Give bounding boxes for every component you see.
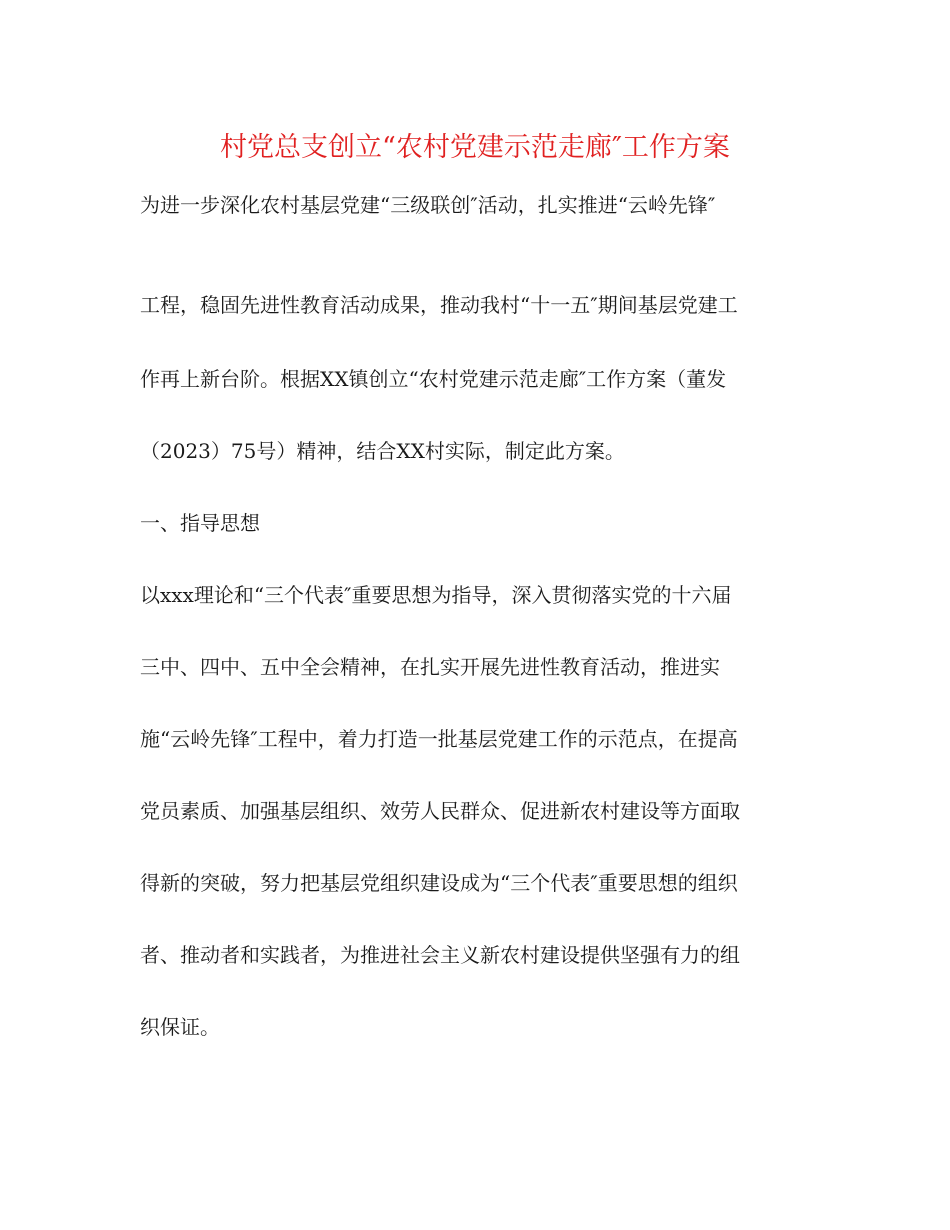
- section-body-line-6: 者、推动者和实践者，为推进社会主义新农村建设提供坚强有力的组: [140, 943, 740, 967]
- section-body-line-2: 三中、四中、五中全会精神，在扎实开展先进性教育活动，推进实: [140, 655, 720, 679]
- section-body-line-3: 施“云岭先锋″工程中，着力打造一批基层党建工作的示范点，在提高: [140, 727, 738, 751]
- intro-paragraph-line-2: 工程，稳固先进性教育活动成果，推动我村“十一五″期间基层党建工: [140, 293, 738, 317]
- section-body-line-4: 党员素质、加强基层组织、效劳人民群众、促进新农村建设等方面取: [140, 799, 740, 823]
- intro-paragraph-line-3: 作再上新台阶。根据XX镇创立“农村党建示范走廊″工作方案（董发: [140, 367, 727, 391]
- intro-paragraph-line-4: （2023）75号）精神，结合XX村实际，制定此方案。: [140, 439, 625, 463]
- document-title: 村党总支创立“农村党建示范走廊″工作方案: [220, 132, 730, 163]
- intro-paragraph-line-1: 为进一步深化农村基层党建“三级联创″活动，扎实推进“云岭先锋″: [140, 193, 716, 217]
- section-body-line-7: 织保证。: [140, 1015, 220, 1039]
- section-heading-guiding-ideology: 一、指导思想: [140, 511, 260, 535]
- section-body-line-5: 得新的突破，努力把基层党组织建设成为“三个代表″重要思想的组织: [140, 871, 738, 895]
- section-body-line-1: 以xxx理论和“三个代表″重要思想为指导，深入贯彻落实党的十六届: [140, 583, 732, 607]
